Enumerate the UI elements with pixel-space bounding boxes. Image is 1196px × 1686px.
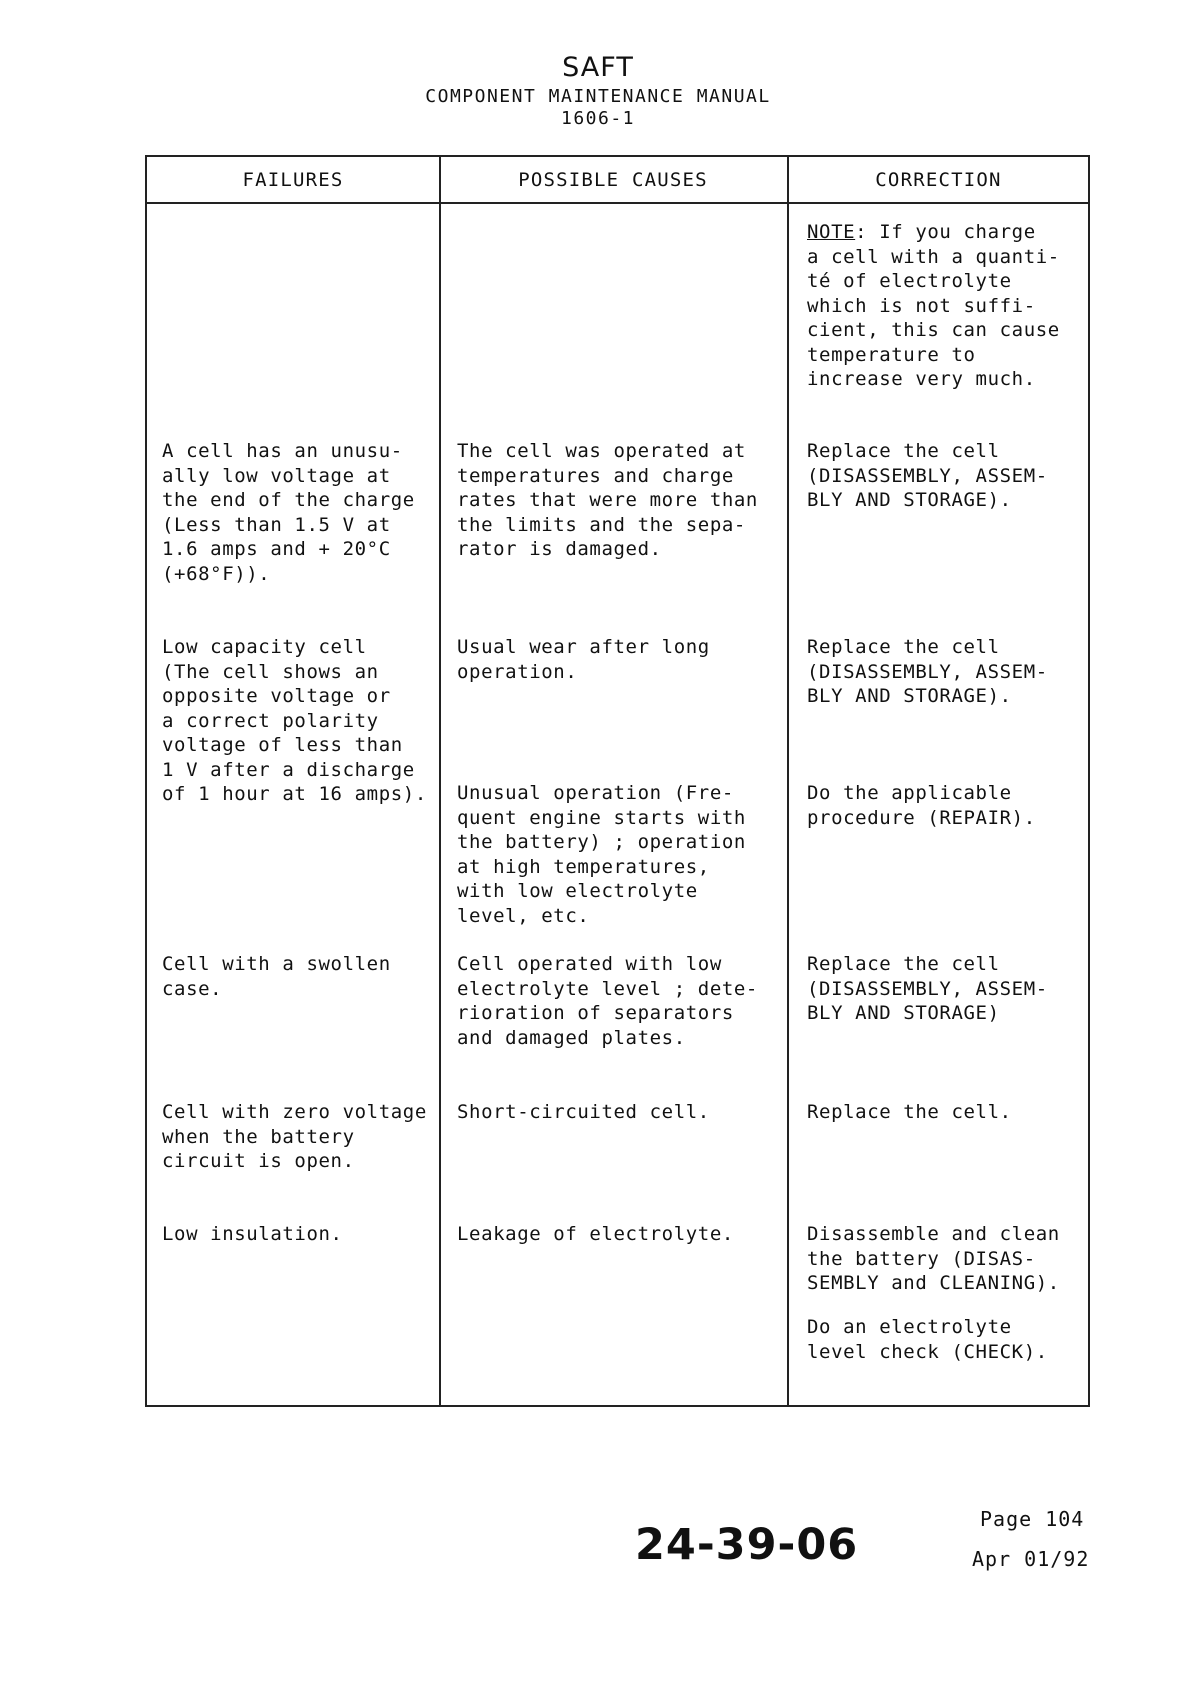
note-label: NOTE: [807, 221, 856, 243]
cause-cell: Cell operated with low electrolyte level ; dete- rioration of separators and damaged plates.: [457, 953, 758, 1049]
failure-cell: Cell with a swollen case.: [162, 953, 391, 1000]
failure-cell: Cell with zero voltage when the battery circuit is open.: [162, 1101, 427, 1172]
cause-cell: Usual wear after long operation.: [457, 636, 710, 683]
correction-cell: Disassemble and clean the battery (DISAS- SEMBLY and CLEANING).: [807, 1223, 1060, 1294]
document-model: 1606-1: [560, 108, 636, 129]
note-text: : If you charge a cell with a quanti- té of electrolyte which is not suffi- cient, this can cause temperature to increase very much.: [807, 221, 1060, 390]
ata-chapter-code: 24-39-06: [635, 1520, 859, 1570]
document-title: COMPONENT MAINTENANCE MANUAL: [425, 86, 771, 107]
cause-cell: Short-circuited cell.: [457, 1101, 710, 1123]
column-header-possible-causes: POSSIBLE CAUSES: [518, 169, 708, 191]
correction-cell: Replace the cell (DISASSEMBLY, ASSEM- BLY AND STORAGE).: [807, 440, 1048, 511]
correction-cell: Replace the cell (DISASSEMBLY, ASSEM- BLY AND STORAGE): [807, 953, 1048, 1024]
cause-cell: Unusual operation (Fre- quent engine starts with the battery) ; operation at high temperatures, with low electrolyte level, etc.: [457, 782, 746, 927]
column-divider: [787, 157, 789, 1405]
column-header-failures: FAILURES: [242, 169, 344, 191]
cause-cell: Leakage of electrolyte.: [457, 1223, 734, 1245]
page-number: Page 104: [980, 1507, 1085, 1531]
troubleshooting-table: [145, 155, 1090, 1407]
document-brand: SAFT: [562, 52, 634, 83]
correction-cell: Do the applicable procedure (REPAIR).: [807, 782, 1036, 829]
failure-cell: Low capacity cell (The cell shows an opposite voltage or a correct polarity voltage of less than 1 V after a discharge of 1 hour at 16 amps).: [162, 636, 427, 805]
correction-cell: Replace the cell (DISASSEMBLY, ASSEM- BLY AND STORAGE).: [807, 636, 1048, 707]
revision-date: Apr 01/92: [972, 1547, 1090, 1571]
cause-cell: The cell was operated at temperatures and charge rates that were more than the limits and the sepa- rator is damaged.: [457, 440, 758, 560]
failure-cell: Low insulation.: [162, 1223, 343, 1245]
column-divider: [439, 157, 441, 1405]
correction-note: [807, 220, 1087, 392]
header-divider: [147, 202, 1088, 204]
column-header-correction: CORRECTION: [875, 169, 1002, 191]
correction-cell-extra: Do an electrolyte level check (CHECK).: [807, 1316, 1048, 1363]
failure-cell: A cell has an unusu- ally low voltage at the end of the charge (Less than 1.5 V at 1.6 amps and + 20°C (+68°F)).: [162, 440, 415, 585]
correction-cell: Replace the cell.: [807, 1101, 1012, 1123]
